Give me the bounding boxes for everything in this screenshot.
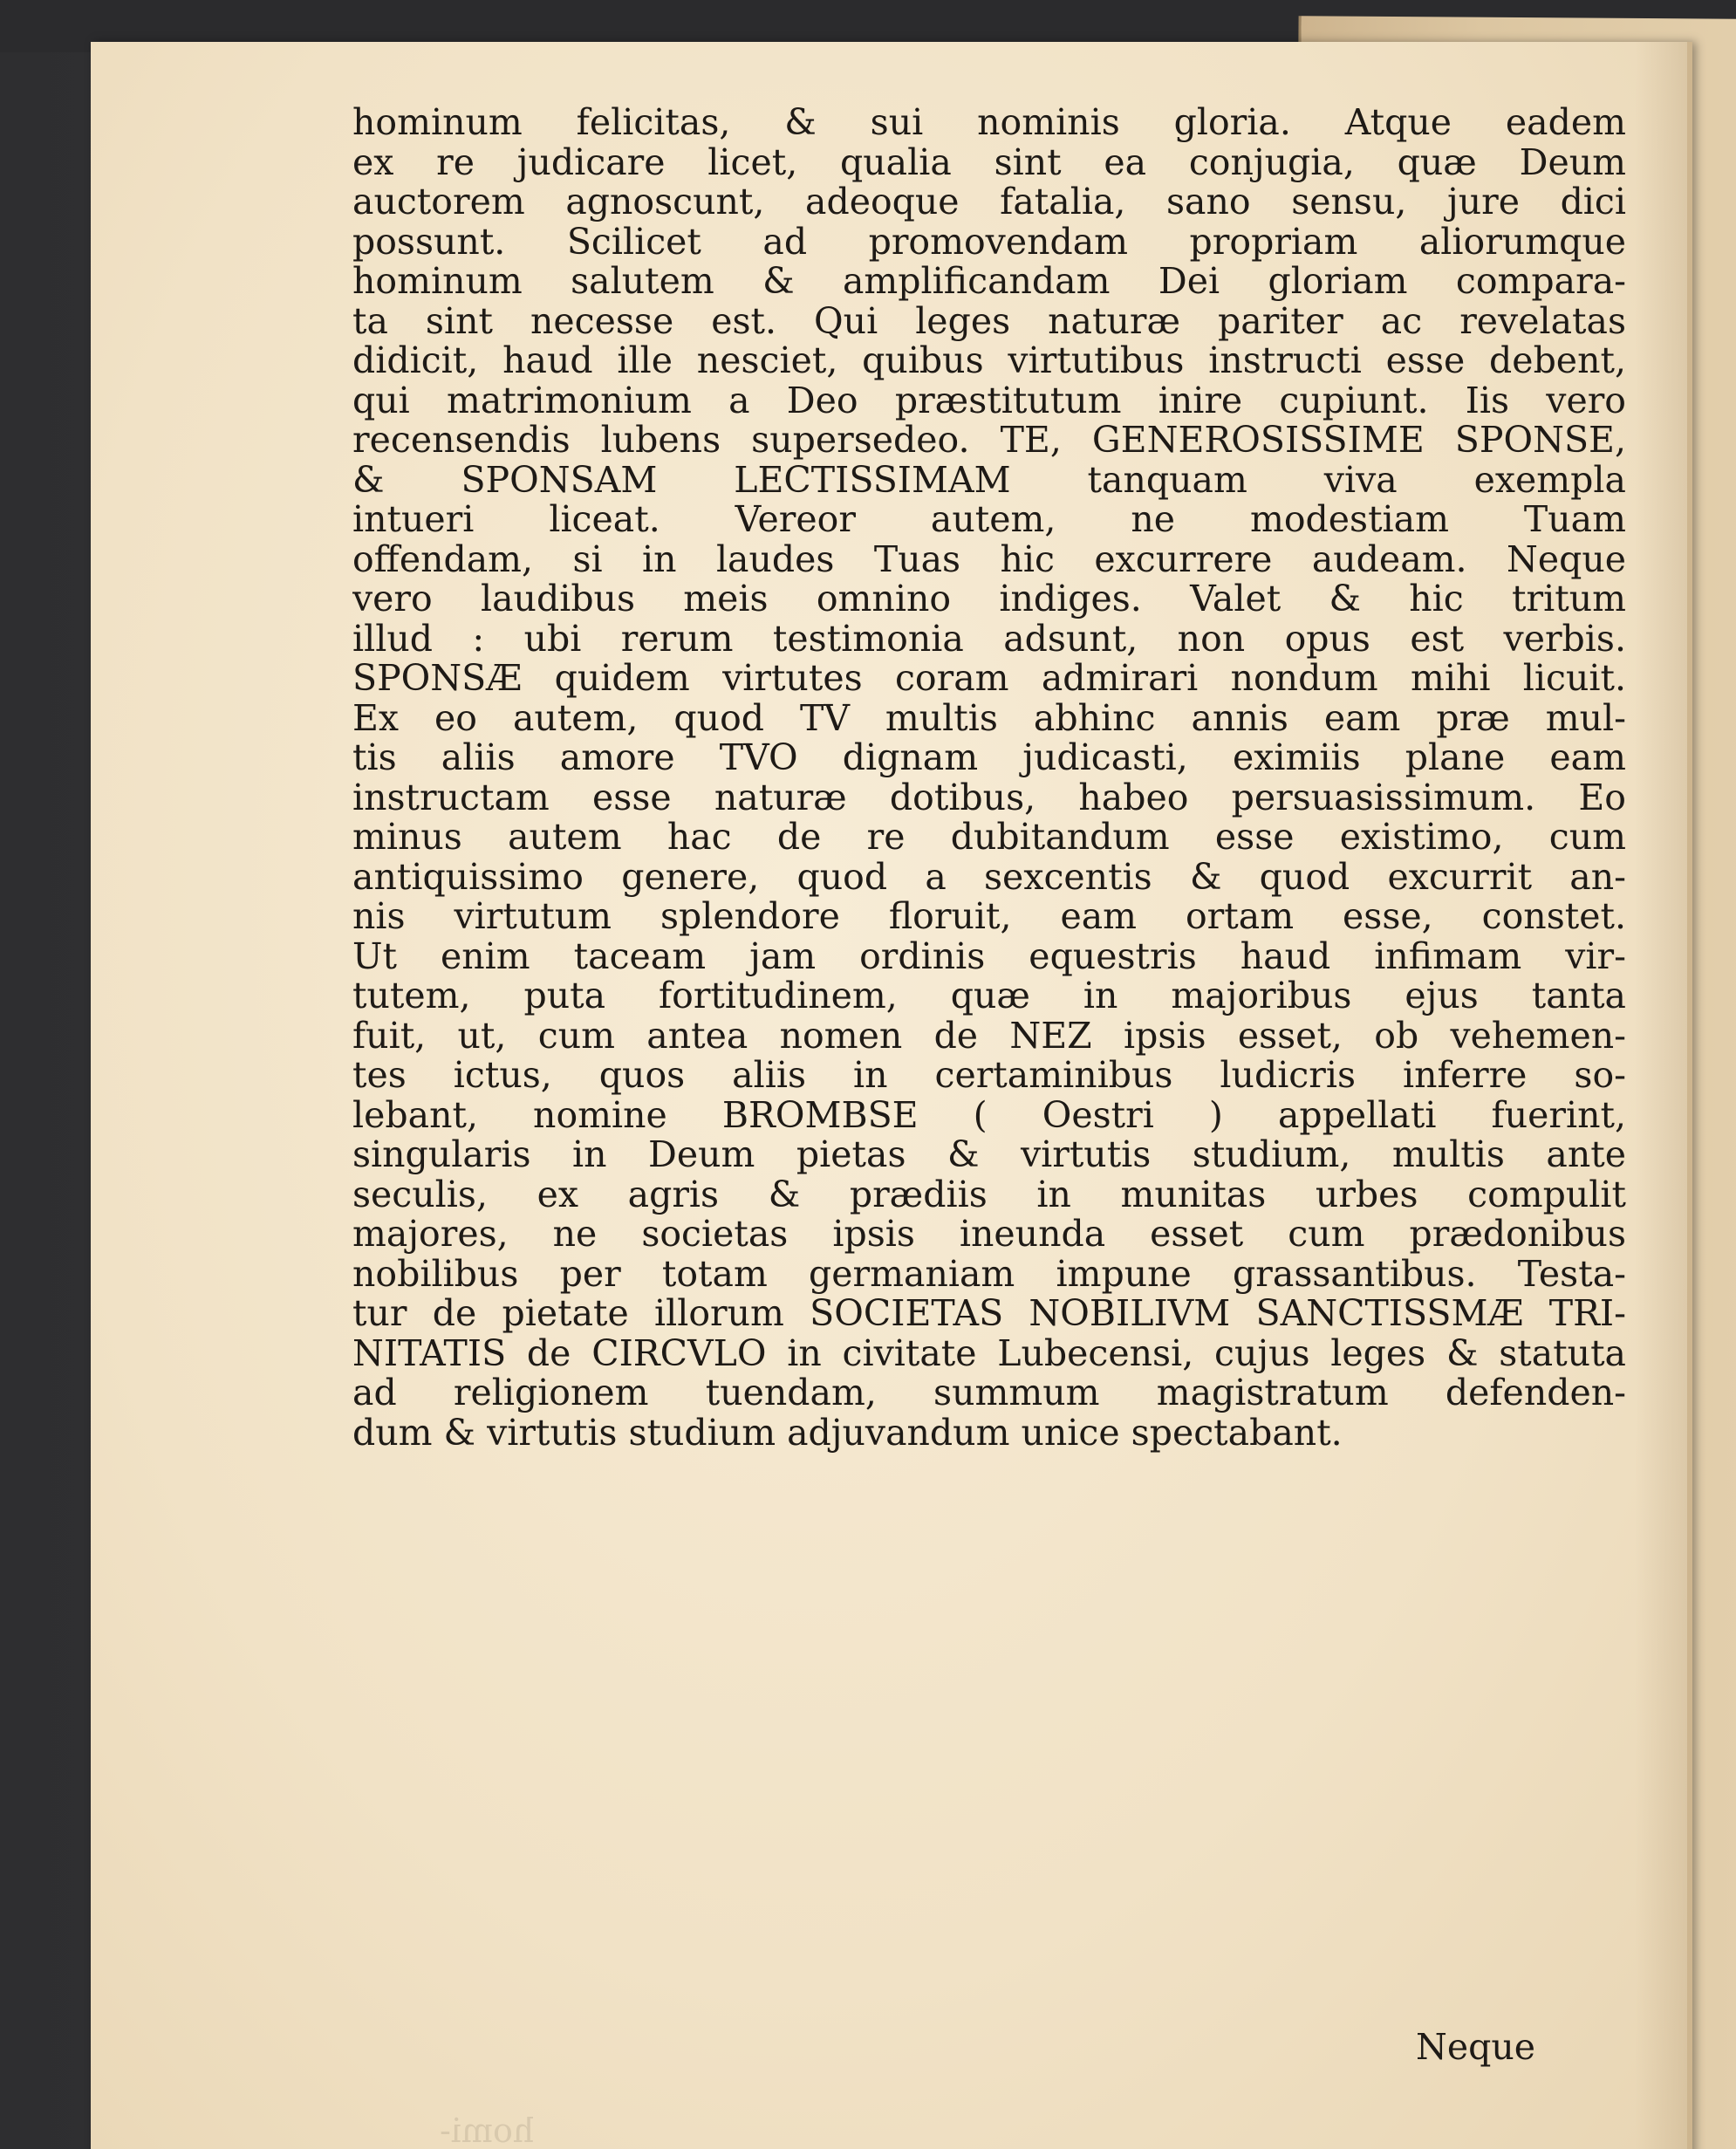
- text-line: illud : ubi rerum testimonia adsunt, non opus est verbis.: [352, 619, 1626, 659]
- text-line: auctorem agnoscunt, adeoque fatalia, sano sensu, jure dici: [352, 182, 1626, 222]
- text-line: ta sint necesse est. Qui leges naturæ pariter ac revelatas: [352, 301, 1626, 341]
- text-line: ad religionem tuendam, summum magistratum defenden-: [352, 1373, 1626, 1413]
- text-line: Ut enim taceam jam ordinis equestris haud infimam vir-: [352, 936, 1626, 976]
- text-line: antiquissimo genere, quod a sexcentis & quod excurrit an-: [352, 857, 1626, 897]
- text-line: nis virtutum splendore floruit, eam ortam esse, constet.: [352, 897, 1626, 937]
- text-line: offendam, si in laudes Tuas hic excurrere audeam. Neque: [352, 539, 1626, 579]
- text-line: minus autem hac de re dubitandum esse existimo, cum: [352, 818, 1626, 858]
- text-line: seculis, ex agris & prædiis in munitas urbes compulit: [352, 1174, 1626, 1215]
- text-line: qui matrimonium a Deo præstitutum inire cupiunt. Iis vero: [352, 380, 1626, 421]
- text-line: Ex eo autem, quod TV multis abhinc annis eam præ mul-: [352, 698, 1626, 738]
- text-line: vero laudibus meis omnino indiges. Valet & hic tritum: [352, 579, 1626, 619]
- text-line: didicit, haud ille nesciet, quibus virtutibus instructi esse debent,: [352, 341, 1626, 381]
- text-line: lebant, nomine BROMBSE ( Oestri ) appellati fuerint,: [352, 1095, 1626, 1135]
- text-line: majores, ne societas ipsis ineunda esset cum prædonibus: [352, 1215, 1626, 1255]
- text-line: hominum felicitas, & sui nominis gloria. Atque eadem: [352, 103, 1626, 143]
- text-line: nobilibus per totam germaniam impune grassantibus. Testa-: [352, 1254, 1626, 1294]
- bleed-through-text: homi-: [440, 2111, 535, 2149]
- text-line: tes ictus, quos aliis in certaminibus ludicris inferre so-: [352, 1056, 1626, 1096]
- text-line: possunt. Scilicet ad promovendam propriam aliorumque: [352, 222, 1626, 262]
- text-line: intueri liceat. Vereor autem, ne modestiam Tuam: [352, 500, 1626, 540]
- text-line: & SPONSAM LECTISSIMAM tanquam viva exempla: [352, 460, 1626, 500]
- text-line: tur de pietate illorum SOCIETAS NOBILIVM SANCTISSMÆ TRI-: [352, 1294, 1626, 1334]
- text-line: singularis in Deum pietas & virtutis studium, multis ante: [352, 1135, 1626, 1175]
- text-line: NITATIS de CIRCVLO in civitate Lubecensi, cujus leges & statuta: [352, 1333, 1626, 1373]
- text-line: SPONSÆ quidem virtutes coram admirari nondum mihi licuit.: [352, 659, 1626, 699]
- text-line: dum & virtutis studium adjuvandum unice spectabant.: [352, 1413, 1343, 1453]
- body-text: [352, 103, 1626, 1453]
- catchword: Neque: [1415, 2026, 1535, 2068]
- text-line: instructam esse naturæ dotibus, habeo persuasissimum. Eo: [352, 777, 1626, 818]
- book-page: [91, 42, 1692, 2149]
- text-line: fuit, ut, cum antea nomen de NEZ ipsis esset, ob vehemen-: [352, 1016, 1626, 1056]
- text-line: tis aliis amore TVO dignam judicasti, eximiis plane eam: [352, 738, 1626, 778]
- text-line: tutem, puta fortitudinem, quæ in majoribus ejus tanta: [352, 976, 1626, 1016]
- text-line: ex re judicare licet, qualia sint ea conjugia, quæ Deum: [352, 142, 1626, 182]
- text-line: recensendis lubens supersedeo. TE, GENEROSISSIME SPONSE,: [352, 421, 1626, 461]
- text-line: hominum salutem & amplificandam Dei gloriam compara-: [352, 262, 1626, 302]
